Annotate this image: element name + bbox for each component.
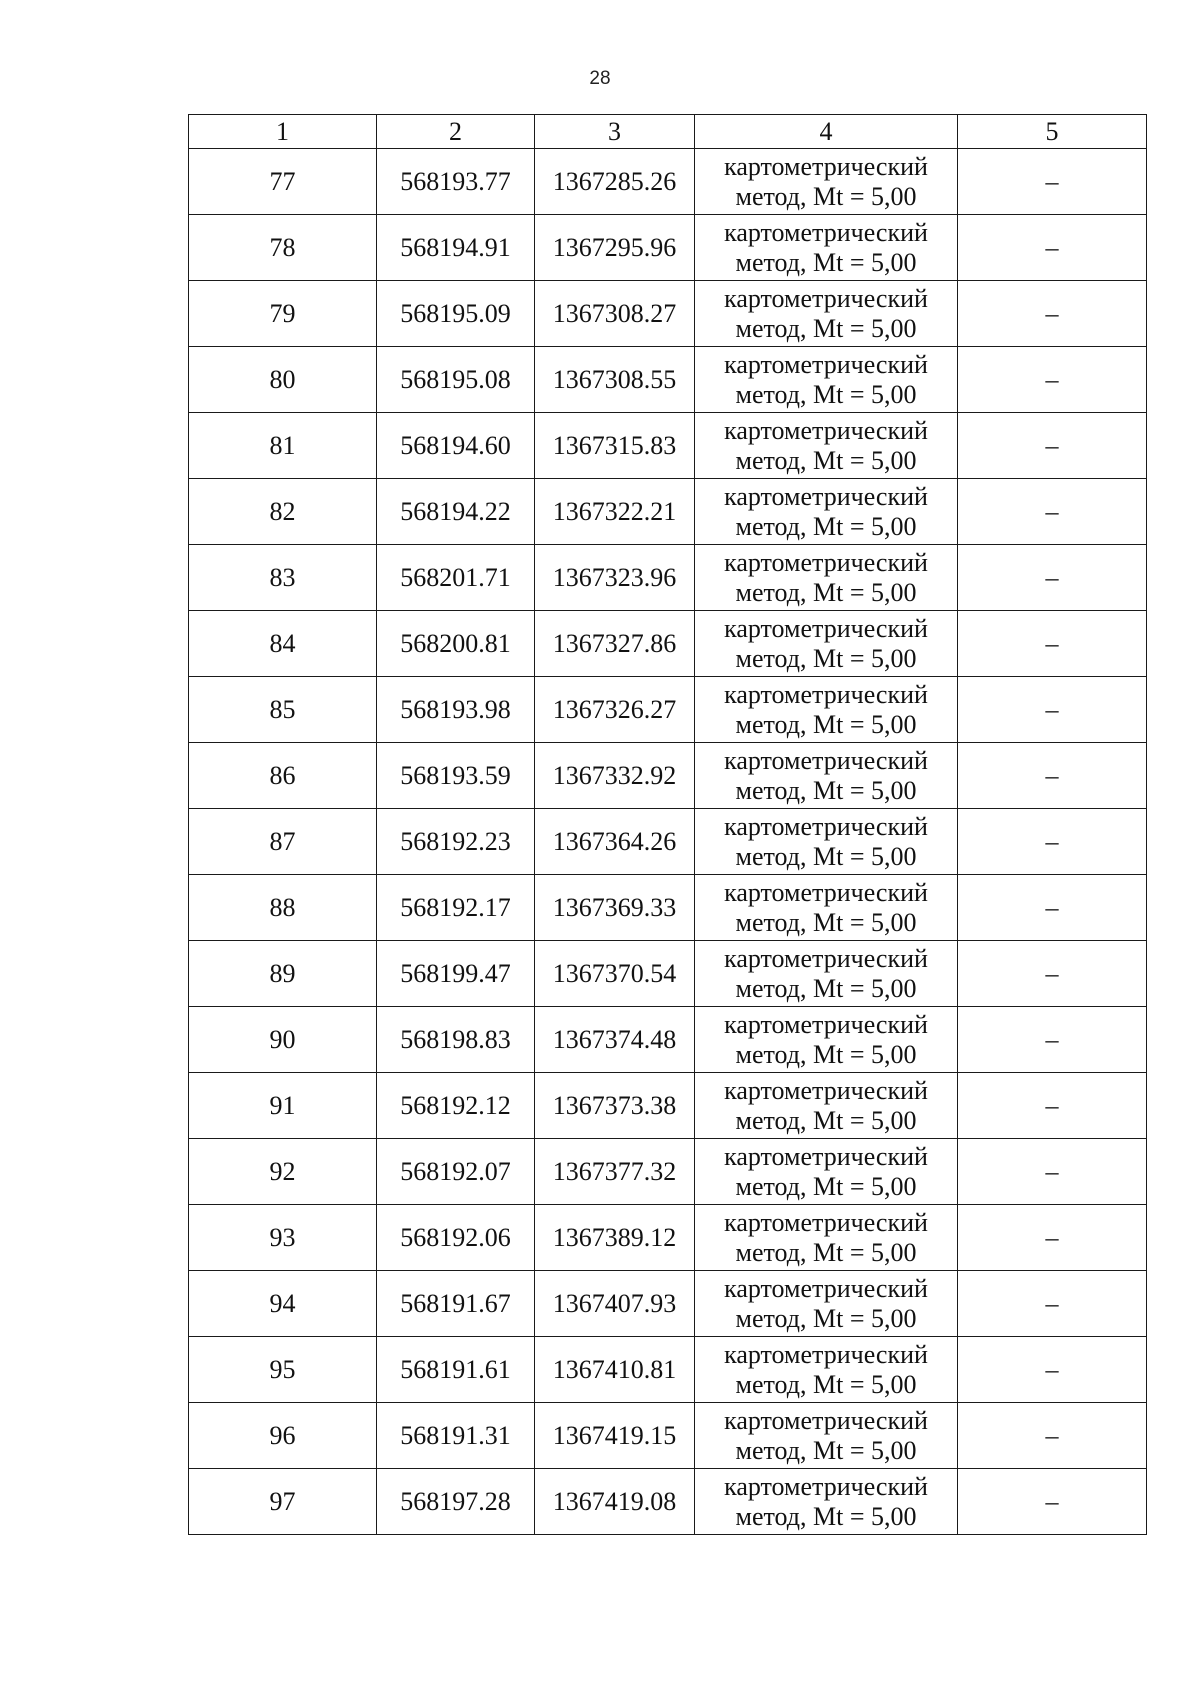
table-row — [189, 479, 1147, 545]
table-row — [189, 743, 1147, 809]
table-row — [189, 1073, 1147, 1139]
method-cell — [695, 941, 958, 1007]
note-cell: – — [958, 941, 1147, 1007]
method-cell — [695, 479, 958, 545]
point-number-cell: 86 — [189, 743, 377, 809]
header-cell-4: 4 — [695, 115, 958, 149]
method-line-2: метод, Mt = 5,00 — [735, 511, 917, 541]
y-coordinate-cell: 1367389.12 — [535, 1205, 695, 1271]
note-cell: – — [958, 1469, 1147, 1535]
method-cell — [695, 1271, 958, 1337]
point-number-cell: 79 — [189, 281, 377, 347]
table-row — [189, 1403, 1147, 1469]
x-coordinate-cell: 568192.23 — [377, 809, 535, 875]
method-line-1: картометрический — [724, 679, 928, 709]
note-cell: – — [958, 1271, 1147, 1337]
y-coordinate-cell: 1367308.27 — [535, 281, 695, 347]
x-coordinate-cell: 568199.47 — [377, 941, 535, 1007]
table-row — [189, 347, 1147, 413]
x-coordinate-cell: 568194.60 — [377, 413, 535, 479]
point-number-cell: 91 — [189, 1073, 377, 1139]
note-cell: – — [958, 479, 1147, 545]
method-line-2: метод, Mt = 5,00 — [735, 445, 917, 475]
method-line-2: метод, Mt = 5,00 — [735, 973, 917, 1003]
note-cell: – — [958, 281, 1147, 347]
x-coordinate-cell: 568191.61 — [377, 1337, 535, 1403]
method-line-1: картометрический — [724, 613, 928, 643]
method-cell — [695, 545, 958, 611]
method-line-2: метод, Mt = 5,00 — [735, 181, 917, 211]
table-row — [189, 611, 1147, 677]
table-row — [189, 809, 1147, 875]
y-coordinate-cell: 1367369.33 — [535, 875, 695, 941]
table-row — [189, 413, 1147, 479]
table-header-row — [189, 115, 1147, 149]
y-coordinate-cell: 1367410.81 — [535, 1337, 695, 1403]
method-line-1: картометрический — [724, 1141, 928, 1171]
table-row — [189, 545, 1147, 611]
method-cell — [695, 149, 958, 215]
point-number-cell: 89 — [189, 941, 377, 1007]
note-cell: – — [958, 1007, 1147, 1073]
method-line-2: метод, Mt = 5,00 — [735, 577, 917, 607]
note-cell: – — [958, 347, 1147, 413]
x-coordinate-cell: 568194.22 — [377, 479, 535, 545]
method-cell — [695, 1205, 958, 1271]
point-number-cell: 90 — [189, 1007, 377, 1073]
note-cell: – — [958, 215, 1147, 281]
method-line-1: картометрический — [724, 1471, 928, 1501]
method-cell — [695, 1469, 958, 1535]
method-line-1: картометрический — [724, 1009, 928, 1039]
x-coordinate-cell: 568192.12 — [377, 1073, 535, 1139]
method-cell — [695, 1139, 958, 1205]
page-number: 28 — [589, 68, 611, 89]
y-coordinate-cell: 1367285.26 — [535, 149, 695, 215]
note-cell: – — [958, 1139, 1147, 1205]
method-line-2: метод, Mt = 5,00 — [735, 1501, 917, 1531]
note-cell: – — [958, 149, 1147, 215]
x-coordinate-cell: 568195.08 — [377, 347, 535, 413]
y-coordinate-cell: 1367407.93 — [535, 1271, 695, 1337]
point-number-cell: 77 — [189, 149, 377, 215]
method-line-2: метод, Mt = 5,00 — [735, 643, 917, 673]
table-row — [189, 215, 1147, 281]
x-coordinate-cell: 568193.77 — [377, 149, 535, 215]
method-line-1: картометрический — [724, 811, 928, 841]
y-coordinate-cell: 1367419.08 — [535, 1469, 695, 1535]
method-cell — [695, 677, 958, 743]
x-coordinate-cell: 568197.28 — [377, 1469, 535, 1535]
method-line-1: картометрический — [724, 481, 928, 511]
point-number-cell: 80 — [189, 347, 377, 413]
method-line-2: метод, Mt = 5,00 — [735, 1435, 917, 1465]
method-cell — [695, 611, 958, 677]
y-coordinate-cell: 1367332.92 — [535, 743, 695, 809]
method-line-2: метод, Mt = 5,00 — [735, 379, 917, 409]
point-number-cell: 96 — [189, 1403, 377, 1469]
point-number-cell: 97 — [189, 1469, 377, 1535]
note-cell: – — [958, 1205, 1147, 1271]
point-number-cell: 78 — [189, 215, 377, 281]
method-line-1: картометрический — [724, 1273, 928, 1303]
y-coordinate-cell: 1367315.83 — [535, 413, 695, 479]
point-number-cell: 92 — [189, 1139, 377, 1205]
y-coordinate-cell: 1367295.96 — [535, 215, 695, 281]
y-coordinate-cell: 1367323.96 — [535, 545, 695, 611]
method-line-1: картометрический — [724, 217, 928, 247]
method-cell — [695, 281, 958, 347]
header-cell-5: 5 — [958, 115, 1147, 149]
method-line-2: метод, Mt = 5,00 — [735, 775, 917, 805]
table-row — [189, 1007, 1147, 1073]
method-line-1: картометрический — [724, 877, 928, 907]
note-cell: – — [958, 809, 1147, 875]
point-number-cell: 93 — [189, 1205, 377, 1271]
method-cell — [695, 347, 958, 413]
x-coordinate-cell: 568193.59 — [377, 743, 535, 809]
point-number-cell: 83 — [189, 545, 377, 611]
method-line-2: метод, Mt = 5,00 — [735, 1369, 917, 1399]
method-line-1: картометрический — [724, 283, 928, 313]
method-line-1: картометрический — [724, 943, 928, 973]
method-cell — [695, 215, 958, 281]
x-coordinate-cell: 568195.09 — [377, 281, 535, 347]
y-coordinate-cell: 1367364.26 — [535, 809, 695, 875]
method-line-2: метод, Mt = 5,00 — [735, 709, 917, 739]
y-coordinate-cell: 1367322.21 — [535, 479, 695, 545]
table-row — [189, 875, 1147, 941]
x-coordinate-cell: 568192.06 — [377, 1205, 535, 1271]
method-line-2: метод, Mt = 5,00 — [735, 1105, 917, 1135]
note-cell: – — [958, 875, 1147, 941]
method-line-2: метод, Mt = 5,00 — [735, 1303, 917, 1333]
method-line-1: картометрический — [724, 1339, 928, 1369]
method-line-2: метод, Mt = 5,00 — [735, 247, 917, 277]
y-coordinate-cell: 1367373.38 — [535, 1073, 695, 1139]
method-cell — [695, 809, 958, 875]
y-coordinate-cell: 1367327.86 — [535, 611, 695, 677]
note-cell: – — [958, 1403, 1147, 1469]
note-cell: – — [958, 1337, 1147, 1403]
x-coordinate-cell: 568193.98 — [377, 677, 535, 743]
method-line-2: метод, Mt = 5,00 — [735, 1171, 917, 1201]
header-cell-1: 1 — [189, 115, 377, 149]
note-cell: – — [958, 743, 1147, 809]
point-number-cell: 84 — [189, 611, 377, 677]
x-coordinate-cell: 568198.83 — [377, 1007, 535, 1073]
method-cell — [695, 1007, 958, 1073]
y-coordinate-cell: 1367370.54 — [535, 941, 695, 1007]
method-line-2: метод, Mt = 5,00 — [735, 841, 917, 871]
method-cell — [695, 743, 958, 809]
method-cell — [695, 1073, 958, 1139]
table-row — [189, 941, 1147, 1007]
x-coordinate-cell: 568191.31 — [377, 1403, 535, 1469]
method-line-1: картометрический — [724, 1075, 928, 1105]
method-line-1: картометрический — [724, 745, 928, 775]
point-number-cell: 82 — [189, 479, 377, 545]
table-row — [189, 281, 1147, 347]
table-row — [189, 1469, 1147, 1535]
note-cell: – — [958, 413, 1147, 479]
method-line-2: метод, Mt = 5,00 — [735, 313, 917, 343]
y-coordinate-cell: 1367419.15 — [535, 1403, 695, 1469]
x-coordinate-cell: 568201.71 — [377, 545, 535, 611]
table-row — [189, 1139, 1147, 1205]
method-cell — [695, 413, 958, 479]
table-row — [189, 1337, 1147, 1403]
note-cell: – — [958, 611, 1147, 677]
method-cell — [695, 1403, 958, 1469]
method-line-1: картометрический — [724, 349, 928, 379]
x-coordinate-cell: 568194.91 — [377, 215, 535, 281]
note-cell: – — [958, 1073, 1147, 1139]
point-number-cell: 88 — [189, 875, 377, 941]
x-coordinate-cell: 568200.81 — [377, 611, 535, 677]
method-cell — [695, 875, 958, 941]
method-line-1: картометрический — [724, 151, 928, 181]
method-line-1: картометрический — [724, 1207, 928, 1237]
method-line-2: метод, Mt = 5,00 — [735, 1039, 917, 1069]
method-line-1: картометрический — [724, 1405, 928, 1435]
x-coordinate-cell: 568191.67 — [377, 1271, 535, 1337]
table-row — [189, 1205, 1147, 1271]
point-number-cell: 87 — [189, 809, 377, 875]
x-coordinate-cell: 568192.17 — [377, 875, 535, 941]
method-line-1: картометрический — [724, 547, 928, 577]
method-line-2: метод, Mt = 5,00 — [735, 1237, 917, 1267]
table-row — [189, 1271, 1147, 1337]
header-cell-3: 3 — [535, 115, 695, 149]
point-number-cell: 81 — [189, 413, 377, 479]
y-coordinate-cell: 1367374.48 — [535, 1007, 695, 1073]
header-cell-2: 2 — [377, 115, 535, 149]
point-number-cell: 94 — [189, 1271, 377, 1337]
method-line-1: картометрический — [724, 415, 928, 445]
method-cell — [695, 1337, 958, 1403]
note-cell: – — [958, 545, 1147, 611]
point-number-cell: 85 — [189, 677, 377, 743]
table-row — [189, 149, 1147, 215]
table-row — [189, 677, 1147, 743]
method-line-2: метод, Mt = 5,00 — [735, 907, 917, 937]
y-coordinate-cell: 1367377.32 — [535, 1139, 695, 1205]
y-coordinate-cell: 1367308.55 — [535, 347, 695, 413]
note-cell: – — [958, 677, 1147, 743]
coordinates-table — [188, 114, 1147, 1535]
point-number-cell: 95 — [189, 1337, 377, 1403]
y-coordinate-cell: 1367326.27 — [535, 677, 695, 743]
x-coordinate-cell: 568192.07 — [377, 1139, 535, 1205]
